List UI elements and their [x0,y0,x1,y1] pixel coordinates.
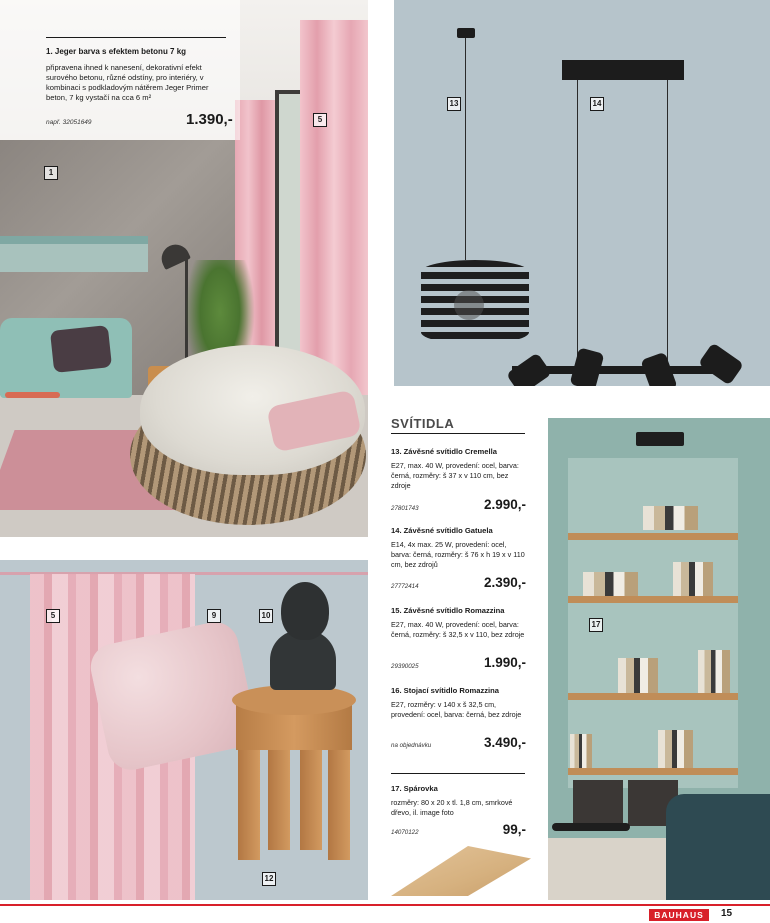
section-rule [391,433,525,434]
section-title: SVÍTIDLA [391,416,455,431]
side-table [552,823,630,831]
buddha-statue-icon [281,582,329,640]
callout-tag-wall: 1 [44,166,58,180]
dark-cushion [50,325,112,373]
book-stack [618,658,658,693]
decor-products-photo [0,560,368,900]
bar-lamp-wire-right [667,80,668,370]
wooden-shelf [568,768,738,775]
item-price: 99,- [502,822,526,837]
item-price: 2.390,- [483,575,526,590]
product-price: 1.390,- [186,111,233,128]
item-price: 3.490,- [483,735,526,750]
item-code: 27772414 [391,583,419,590]
stool-leg [328,740,350,860]
item-description: E27, rozměry: v 140 x š 32,5 cm, provedení: ocel, barva: černá, bez zdroje [391,700,522,719]
stool-leg [300,740,322,850]
wooden-shelf [568,533,738,540]
pendant-lamps-photo [394,0,770,386]
lamp-bulb-icon [454,290,484,320]
stool-leg [238,740,260,860]
item-code: 29390025 [391,663,419,670]
item-description: E14, 4x max. 25 W, provedení: ocel, barva: černá, rozměry: š 76 x h 19 x v 110 cm, bez zdrojů [391,540,525,569]
wall-lamp-icon [636,432,684,446]
product-title: 1. Jeger barva s efektem betonu 7 kg [46,47,187,56]
item-title: 16. Stojací svítidlo Romazzina [391,686,500,695]
callout-tag-shelf: 17 [589,618,603,632]
living-room-photo [0,0,368,537]
book-stack [673,562,713,596]
book-stack [570,734,592,768]
lamp-canopy [457,28,475,38]
storage-box [573,780,623,826]
coffee-table [5,392,60,398]
spotlight-icon [506,352,552,386]
wall-shelf-back [0,244,148,272]
callout-tag-gatuela: 14 [590,97,604,111]
callout-tag-curtain: 5 [313,113,327,127]
item-title: 14. Závěsné svítidlo Gatuela [391,526,493,535]
wooden-shelf [568,693,738,700]
page-number: 15 [721,908,733,919]
product-item [391,606,526,676]
item-title: 15. Závěsné svítidlo Romazzina [391,606,505,615]
item-title: 13. Závěsné svítidlo Cremella [391,447,497,456]
item-description: E27, max. 40 W, provedení: ocel, barva: černá, rozměry: š 37 x v 110 cm, bez zdroje [391,461,519,490]
wooden-shelf [568,596,738,603]
caption-rule [46,37,226,38]
wall-shelf [0,236,148,244]
book-stack [658,730,693,768]
book-stack [698,650,730,693]
spotlight-icon [570,347,605,386]
book-stack [583,572,638,596]
product-code: např. 32051649 [46,119,92,126]
dark-sofa [666,794,770,900]
product-item [391,447,526,527]
callout-tag-stool: 12 [262,872,276,886]
product-item [391,526,526,596]
brand-logo: BAUHAUS [649,909,709,921]
lamp-wire [465,38,466,260]
callout-tag-cremella: 13 [447,97,461,111]
product-item [391,686,526,756]
bar-lamp-wire-left [577,80,578,370]
item-rule [391,773,525,774]
shelves-photo [548,418,770,900]
item-description: rozměry: 80 x 20 x tl. 1,8 cm, smrkové dřevo, il. image foto [391,798,513,817]
stool-leg [268,740,290,850]
item-description: E27, max. 40 W, provedení: ocel, barva: černá, rozměry: š 32,5 x v 110, bez zdroje [391,620,525,639]
item-title: 17. Spárovka [391,784,438,793]
item-price: 2.990,- [483,497,526,512]
bar-lamp-canopy [562,60,684,80]
footer-rule [0,904,770,906]
item-code: na objednávku [391,742,432,749]
item-price: 1.990,- [483,655,526,670]
item-code: 27801743 [391,505,419,512]
callout-tag-buddha: 10 [259,609,273,623]
item-code: 14070122 [391,829,419,836]
callout-tag-cushion: 9 [207,609,221,623]
product-description: připravena ihned k nanesení, dekorativní efekt surového betonu, různé odstíny, pro interiéry, v kombinaci s podkladovým nátěrem Jeger Primer beton, 7 kg vystačí na cca 6 m² [46,63,209,102]
book-stack [643,506,698,530]
callout-tag-curtain: 5 [46,609,60,623]
spotlight-icon [698,342,744,385]
spruce-board-image [391,846,531,896]
product-item [391,784,526,844]
